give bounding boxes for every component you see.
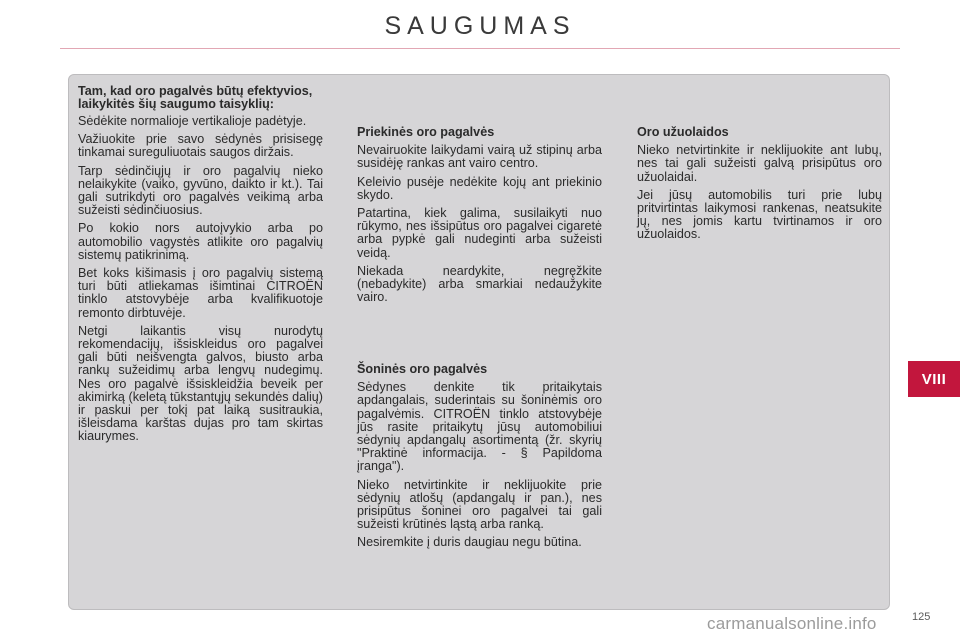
side-airbags-heading: Šoninės oro pagalvės xyxy=(357,362,488,376)
general-rules-heading: Tam, kad oro pagalvės būtų efektyvios, laikykitės šių saugumo taisyklių: xyxy=(78,84,313,111)
paragraph: Sėdėkite normalioje vertikalioje padėtyje. xyxy=(78,114,307,128)
side-airbags-section xyxy=(357,363,602,555)
paragraph: Keleivio pusėje nedėkite kojų ant priekinio skydo. xyxy=(357,174,602,202)
paragraph: Nieko netvirtinkite ir neklijuokite ant lubų, nes tai gali sužeisti galvą prisipūtus oro užuolaidai. xyxy=(637,143,882,184)
paragraph: Nevairuokite laikydami vairą už stipinų arba susidėję rankas ant vairo centro. xyxy=(357,143,602,171)
page-number: 125 xyxy=(912,611,931,623)
page-title: SAUGUMAS xyxy=(384,12,576,40)
paragraph: Nieko netvirtinkite ir neklijuokite prie sėdynių atlošų (apdangalų ir pan.), nes prisipūtus šoninei oro pagalvei tai gali sužeisti krūtinės ląstą arba ranką. xyxy=(357,477,602,532)
paragraph: Sėdynes denkite tik pritaikytais apdangalais, suderintais su šoninėmis oro pagalvėmis. CITROËN tinklo atstovybėje jūs rasite pritaikytų jūsų automobiliui sėdynių apdangalų asortimentą (žr. skyrių "Praktinė informacija. - § Papildoma įranga"). xyxy=(357,380,602,474)
paragraph: Bet koks kišimasis į oro pagalvių sistemą turi būti atliekamas išimtinai CITROËN tinklo atstovybėje arba kvalifikuotoje remonto dirbtuvėje. xyxy=(78,266,323,320)
front-airbags-heading: Priekinės oro pagalvės xyxy=(357,125,495,139)
paragraph: Po kokio nors autoįvykio arba po automobilio vagystės atlikite oro pagalvių sistemų patikrinimą. xyxy=(78,221,323,262)
title-divider xyxy=(60,48,900,49)
chapter-tab: VIII xyxy=(908,361,960,397)
curtain-airbags-section xyxy=(637,126,882,247)
paragraph: Važiuokite prie savo sėdynės prisisegę tinkamai sureguliuotais saugos diržais. xyxy=(78,132,323,160)
front-airbags-section xyxy=(357,126,602,309)
watermark: carmanualsonline.info xyxy=(707,614,877,633)
safety-info-panel xyxy=(68,74,890,610)
paragraph: Nesiremkite į duris daugiau negu būtina. xyxy=(357,535,582,550)
general-rules-column xyxy=(78,85,323,449)
paragraph: Jei jūsų automobilis turi prie lubų pritvirtintas laikymosi rankenas, neatsukite jų, nes jomis kartu tvirtinamos ir oro užuolaidos. xyxy=(637,187,882,242)
paragraph: Patartina, kiek galima, susilaikyti nuo rūkymo, nes išsipūtus oro pagalvei cigaretė arba pypkė gali nudeginti arba sužeisti veidą. xyxy=(357,206,602,260)
paragraph: Niekada neardykite, negręžkite (nebadykite) arba smarkiai nedaužykite vairo. xyxy=(357,263,602,305)
paragraph: Netgi laikantis visų nurodytų rekomendacijų, išsiskleidus oro pagalvei gali būti neišvengta galvos, biusto arba rankų sužeidimų arba lengvų nudegimų. Nes oro pagalvė išsiskleidžia beveik per akimirką (keletą tūkstantųjų sekundės dalių) ir paskui per tokį pat laiką susitraukia, išleisdama karštas dujas pro tam skirtas kiaurymes. xyxy=(78,323,323,444)
curtain-airbags-heading: Oro užuolaidos xyxy=(637,125,729,139)
paragraph: Tarp sėdinčiųjų ir oro pagalvių nieko nelaikykite (vaiko, gyvūno, daikto ir kt.). Tai gali sutrikdyti oro pagalvės veikimą arba sužeisti sėdinčiuosius. xyxy=(78,163,323,218)
